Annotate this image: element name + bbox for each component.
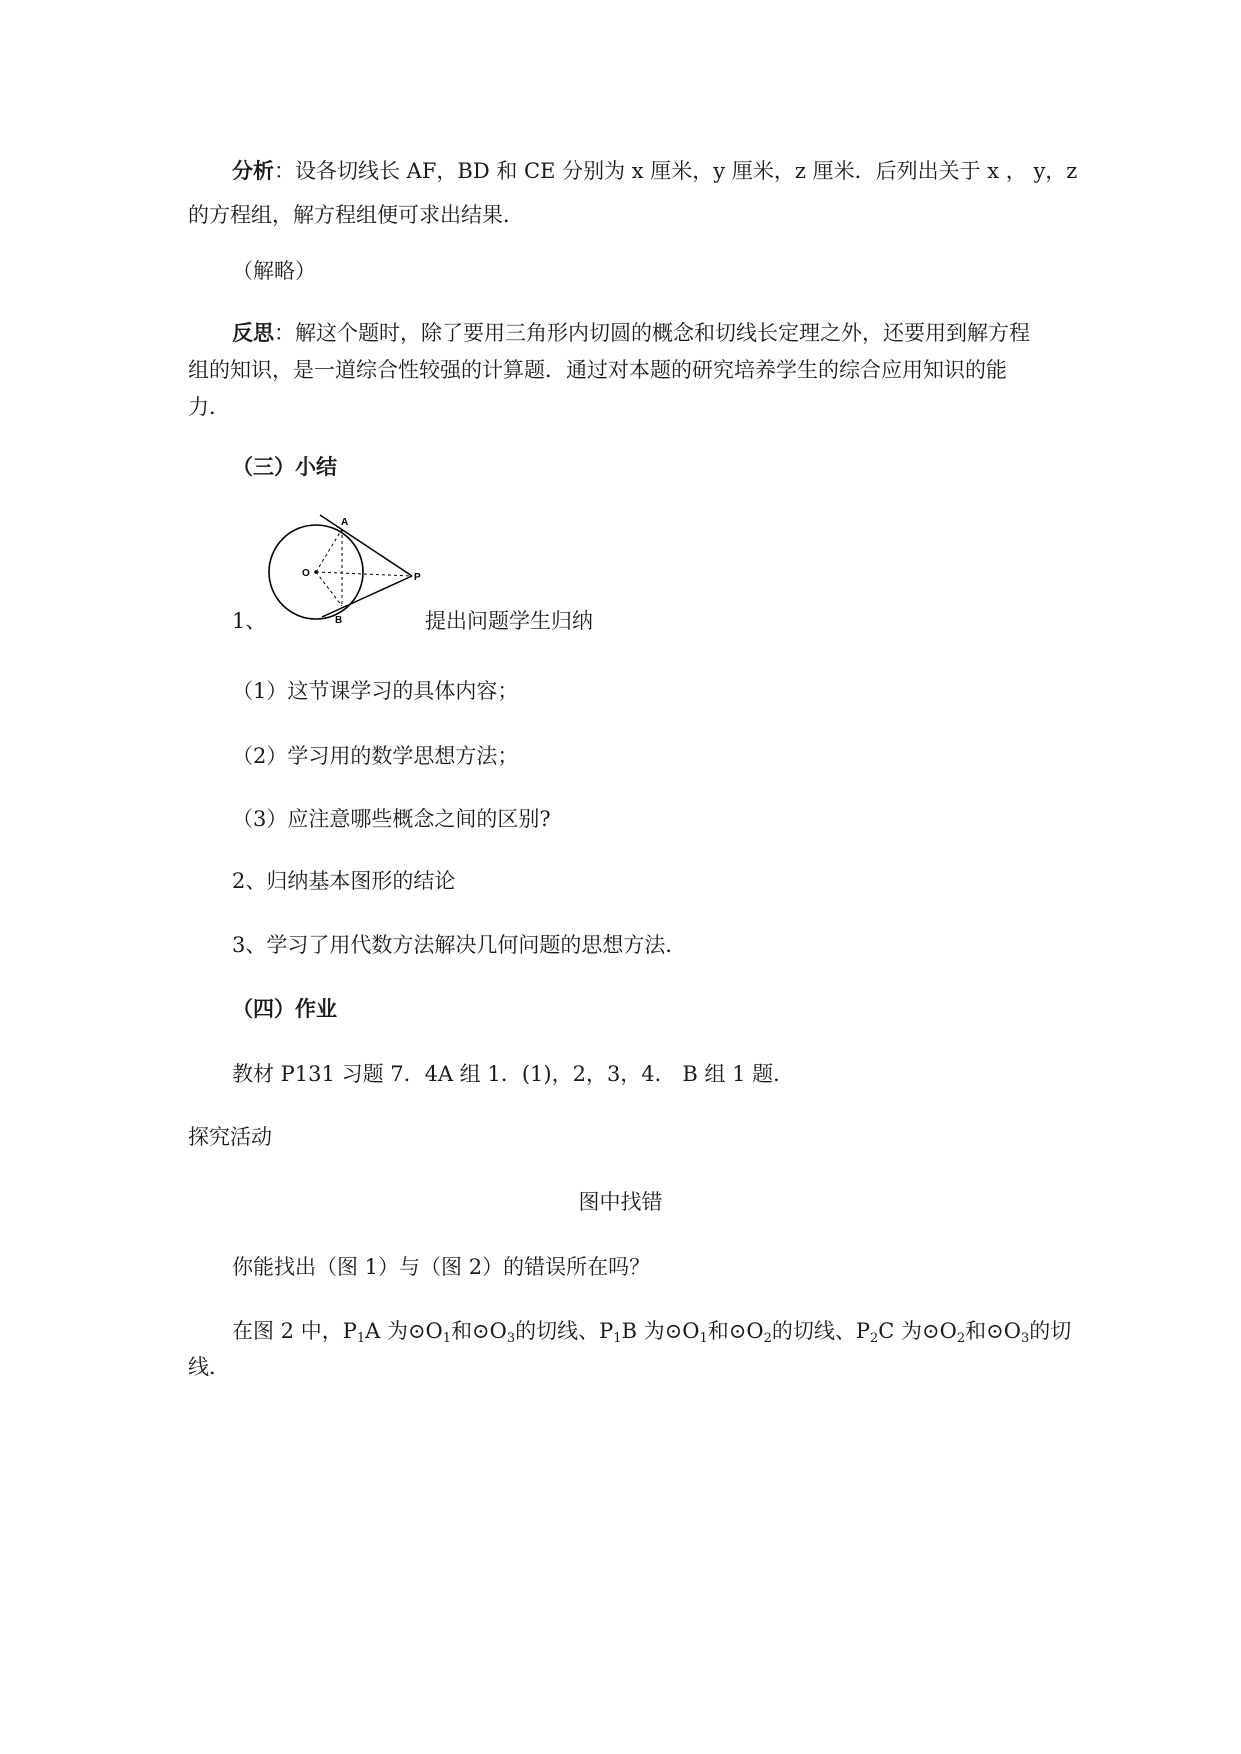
label-o: O — [302, 568, 310, 579]
segment-oa — [316, 529, 342, 572]
summary-item-3: 3、学习了用代数方法解决几何问题的思想方法． — [232, 933, 687, 957]
activity-paragraph-line-1: 在图 2 中，$P_1A$ 为$⊙O_1$和$⊙O_3$的切线、$P_1B$ 为$⊙O_1$和$⊙O_2$的切线、$P_2C$ 为$⊙O_2$和$⊙O_3$的切 — [232, 1319, 1072, 1346]
homework-heading: （四）作业 — [232, 997, 337, 1021]
reflection-line-1: 反思：解这个题时，除了要用三角形内切圆的概念和切线长定理之外，还要用到解方程 — [232, 320, 1030, 345]
analysis-line-2: 的方程组，解方程组便可求出结果． — [188, 203, 524, 227]
segment-ob — [316, 572, 342, 606]
activity-paragraph-line-2: 线． — [188, 1355, 230, 1379]
segment-op — [316, 572, 412, 576]
reflection-line-2: 组的知识，是一道综合性较强的计算题．通过对本题的研究培养学生的综合应用知识的能 — [188, 358, 1007, 382]
activity-title: 图中找错 — [578, 1190, 663, 1214]
summary-sub-3: （3）应注意哪些概念之间的区别? — [232, 807, 551, 831]
summary-item-1-number: 1、 — [232, 609, 267, 633]
tangent-line-pb — [322, 576, 412, 617]
summary-item-1-text: 提出问题学生归纳 — [425, 609, 593, 633]
reflection-line-3: 力． — [188, 395, 230, 419]
summary-heading: （三）小结 — [232, 455, 337, 479]
activity-label: 探究活动 — [188, 1125, 272, 1149]
analysis-label: 分析 — [232, 158, 274, 183]
summary-sub-1: （1）这节课学习的具体内容； — [232, 679, 519, 703]
analysis-line-1: 分析：设各切线长 AF，BD 和 CE 分别为 x 厘米，y 厘米，z 厘米．后列出关于 x ， y，z — [232, 158, 1078, 183]
summary-sub-2: （2）学习用的数学思想方法； — [232, 744, 519, 768]
reflection-label: 反思 — [232, 320, 274, 345]
summary-item-2: 2、归纳基本图形的结论 — [232, 869, 456, 893]
tangent-figure — [262, 512, 427, 628]
solution-omitted: （解略） — [232, 259, 316, 283]
label-p: P — [414, 572, 421, 583]
homework-text: 教材 P131 习题 7．4A 组 1．(1)，2，3，4． B 组 1 题． — [232, 1062, 795, 1086]
activity-question: 你能找出（图 1）与（图 2）的错误所在吗？ — [232, 1255, 651, 1279]
center-point-o — [314, 570, 318, 574]
tangent-line-pa — [320, 515, 412, 576]
label-a: A — [341, 517, 349, 528]
label-b: B — [335, 615, 343, 626]
